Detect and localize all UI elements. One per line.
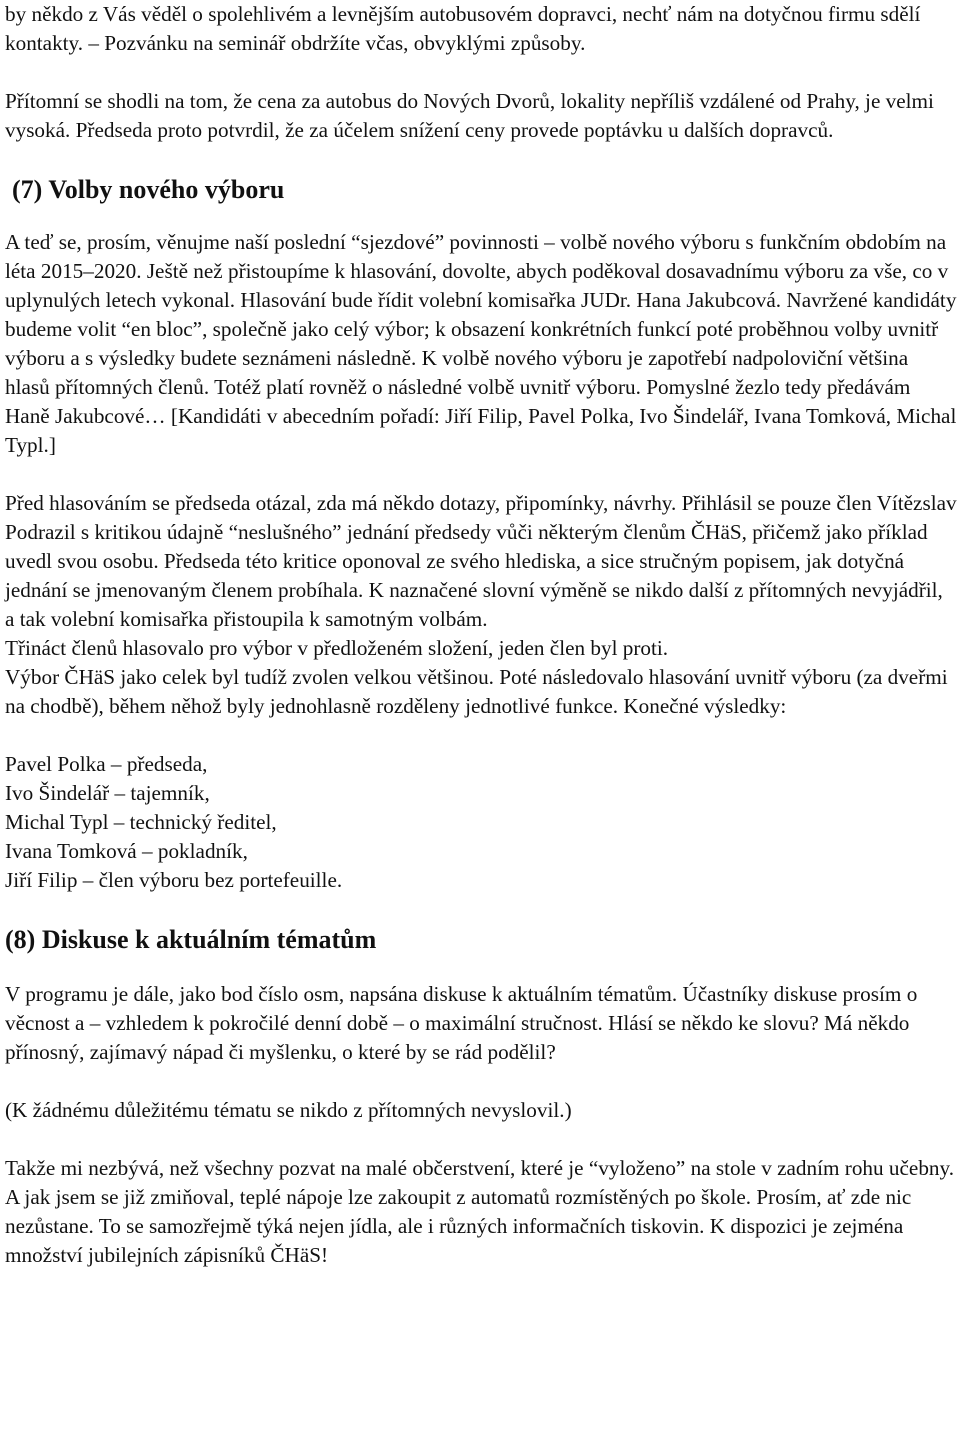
section-8-heading: (8) Diskuse k aktuálním tématům xyxy=(5,925,377,954)
section-7-heading: (7) Volby nového výboru xyxy=(12,175,285,204)
intro-paragraph-2: Přítomní se shodli na tom, že cena za autobus do Nových Dvorů, lokality nepříliš vzdálené od Prahy, je velmi vysoká. Předseda proto potvrdil, že za účelem snížení ceny provede poptávku u dalších dopravců. xyxy=(5,89,934,142)
section-7-paragraph-3: Třináct členů hlasovalo pro výbor v předloženém složení, jeden člen byl proti. xyxy=(5,636,669,660)
result-line: Ivo Šindelář – tajemník, xyxy=(5,781,210,805)
section-8-paragraph-2: (K žádnému důležitému tématu se nikdo z přítomných nevyslovil.) xyxy=(5,1098,572,1122)
section-7-paragraph-2: Před hlasováním se předseda otázal, zda má někdo dotazy, připomínky, návrhy. Přihlásil se pouze člen Vítězslav Podrazil s kritikou údajně “neslušného” jednání předsedy vůči některým členům ČHäS, přičemž jako příklad uvedl svou osobu. Předseda této kritice oponoval ze svého hlediska, a sice stručným popisem, jak dotyčná jednání se jmenovaným členem probíhala. K naznačené slovní výměně se nikdo další z přítomných nevyjádřil, a tak volební komisařka přistoupila k samotným volbám. xyxy=(5,491,957,631)
result-line: Ivana Tomková – pokladník, xyxy=(5,839,248,863)
result-line: Michal Typl – technický ředitel, xyxy=(5,810,277,834)
result-line: Jiří Filip – člen výboru bez portefeuille. xyxy=(5,868,343,892)
result-line: Pavel Polka – předseda, xyxy=(5,752,208,776)
section-8-paragraph-1: V programu je dále, jako bod číslo osm, napsána diskuse k aktuálním tématům. Účastníky diskuse prosím o věcnost a – vzhledem k pokročilé denní době – o maximální stručnost. Hlásí se někdo ke slovu? Má někdo přínosný, zajímavý nápad či myšlenku, o které by se rád podělil? xyxy=(5,982,918,1064)
document-page xyxy=(5,0,957,1270)
section-7-paragraph-1: A teď se, prosím, věnujme naší poslední “sjezdové” povinnosti – volbě nového výboru s funkčním obdobím na léta 2015–2020. Ještě než přistoupíme k hlasování, dovolte, abych poděkoval dosavadnímu výboru za vše, co v uplynulých letech vykonal. Hlasování bude řídit volební komisařka JUDr. Hana Jakubcová. Navržené kandidáty budeme volit “en bloc”, společně jako celý výbor; k obsazení konkrétních funkcí poté proběhnou volby uvnitř výboru a s výsledky budete seznámeni následně. K volbě nového výboru je zapotřebí nadpoloviční většina hlasů přítomných členů. Totéž platí rovněž o následné volbě uvnitř výboru. Pomyslné žezlo tedy předávám Haně Jakubcové… [Kandidáti v abecedním pořadí: Jiří Filip, Pavel Polka, Ivo Šindelář, Ivana Tomková, Michal Typl.] xyxy=(5,230,957,457)
section-8-paragraph-3: Takže mi nezbývá, než všechny pozvat na malé občerstvení, které je “vyloženo” na stole v zadním rohu učebny. A jak jsem se již zmiňoval, teplé nápoje lze zakoupit z automatů rozmístěných po škole. Prosím, ať zde nic nezůstane. To se samozřejmě týká nejen jídla, ale i různých informačních tiskovin. K dispozici je zejména množství jubilejních zápisníků ČHäS! xyxy=(5,1156,955,1267)
election-results-list xyxy=(5,750,957,895)
intro-paragraph-1: by někdo z Vás věděl o spolehlivém a levnějším autobusovém dopravci, nechť nám na dotyčnou firmu sdělí kontakty. – Pozvánku na seminář obdržíte včas, obvyklými způsoby. xyxy=(5,2,921,55)
section-7-paragraph-4: Výbor ČHäS jako celek byl tudíž zvolen velkou většinou. Poté následovalo hlasování uvnitř výboru (za dveřmi na chodbě), během něhož byly jednohlasně rozděleny jednotlivé funkce. Konečné výsledky: xyxy=(5,665,948,718)
